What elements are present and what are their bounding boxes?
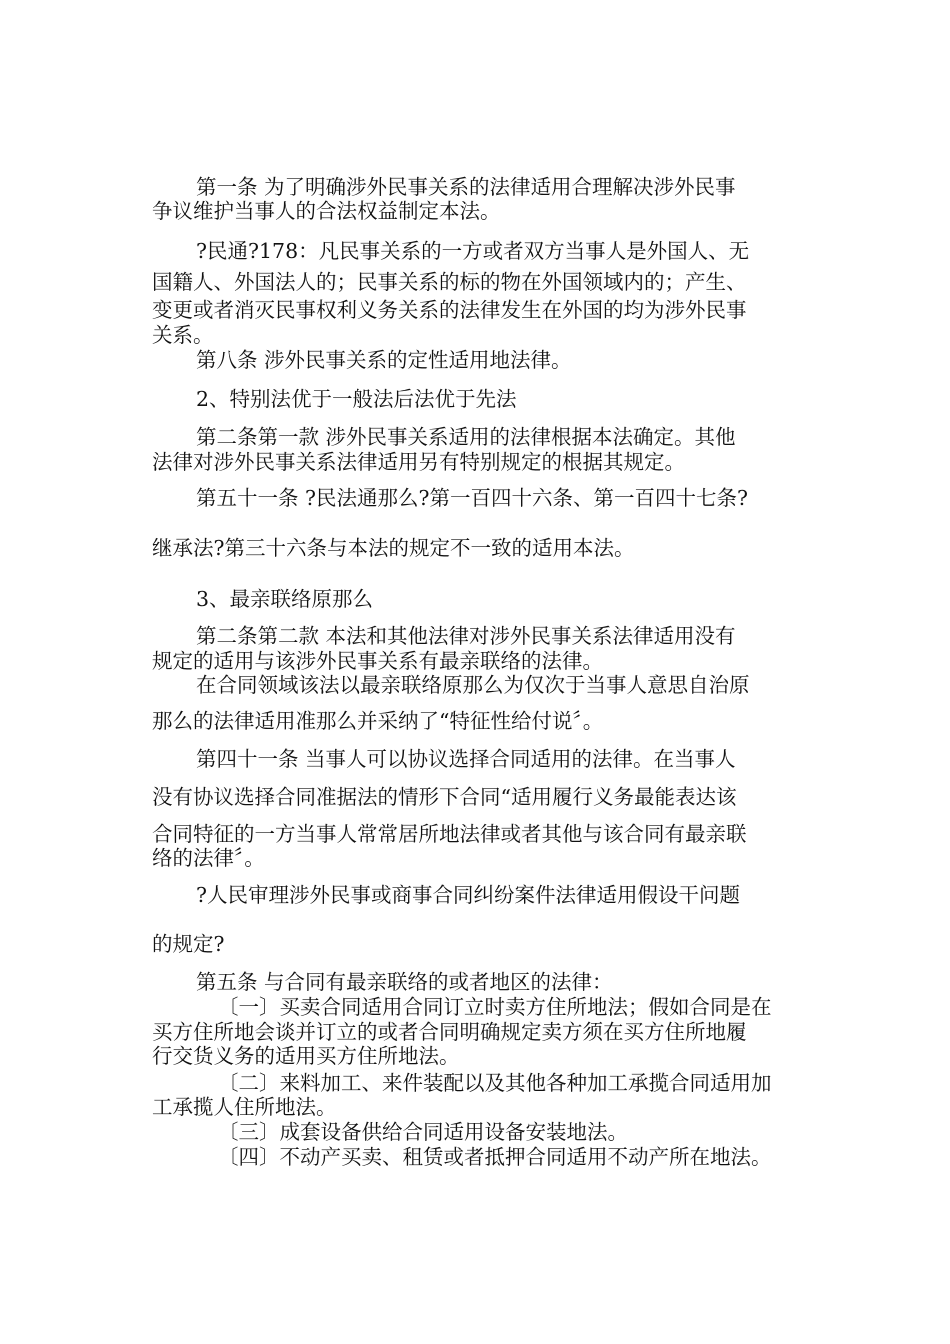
text-line: 第二条第一款 涉外民事关系适用的法律根据本法确定。其他 bbox=[196, 425, 736, 449]
text-line: 〔四〕不动产买卖、租赁或者抵押合同适用不动产所在地法。 bbox=[218, 1145, 772, 1169]
text-line: 法律对涉外民事关系法律适用另有特别规定的根据其规定。 bbox=[152, 450, 685, 474]
text-line: 那么的法律适用准那么并采纳了“特征性给付说〞。 bbox=[152, 709, 604, 733]
text-line: 第五条 与合同有最亲联络的或者地区的法律： bbox=[196, 970, 613, 994]
text-line: 在合同领域该法以最亲联络原那么为仅次于当事人意思自治原 bbox=[196, 673, 750, 697]
text-line: 合同特征的一方当事人常常居所地法律或者其他与该合同有最亲联 bbox=[152, 822, 747, 846]
text-line: 关系。 bbox=[152, 323, 214, 347]
text-line: 第二条第二款 本法和其他法律对涉外民事关系法律适用没有 bbox=[196, 624, 736, 648]
text-line: 第八条 涉外民事关系的定性适用地法律。 bbox=[196, 348, 572, 372]
text-line: 第一条 为了明确涉外民事关系的法律适用合理解决涉外民事 bbox=[196, 175, 736, 199]
text-line: 继承法?第三十六条与本法的规定不一致的适用本法。 bbox=[152, 536, 635, 560]
text-line: 变更或者消灭民事权利义务关系的法律发生在外国的均为涉外民事 bbox=[152, 298, 747, 322]
text-line: ?民通?178：凡民事关系的一方或者双方当事人是外国人、无 bbox=[196, 239, 750, 263]
text-line: 国籍人、外国法人的；民事关系的标的物在外国领域内的；产生、 bbox=[152, 270, 747, 294]
text-line: 工承揽人住所地法。 bbox=[152, 1095, 337, 1119]
text-line: 第五十一条 ?民法通那么?第一百四十六条、第一百四十七条? bbox=[196, 486, 748, 510]
text-line: 规定的适用与该涉外民事关系有最亲联络的法律。 bbox=[152, 649, 603, 673]
text-line: 买方住所地会谈并订立的或者合同明确规定卖方须在买方住所地履 bbox=[152, 1020, 747, 1044]
text-line: 〔三〕成套设备供给合同适用设备安装地法。 bbox=[218, 1120, 628, 1144]
text-line: 行交货义务的适用买方住所地法。 bbox=[152, 1044, 460, 1068]
text-line: 第四十一条 当事人可以协议选择合同适用的法律。在当事人 bbox=[196, 747, 736, 771]
text-line: ?人民审理涉外民事或商事合同纠纷案件法律适用假设干问题 bbox=[196, 883, 740, 907]
section-heading: 2、特别法优于一般法后法优于先法 bbox=[196, 387, 517, 411]
text-line: 〔一〕买卖合同适用合同订立时卖方住所地法；假如合同是在 bbox=[218, 995, 772, 1019]
text-line: 〔二〕来料加工、来件装配以及其他各种加工承揽合同适用加 bbox=[218, 1071, 772, 1095]
text-line: 络的法律〞。 bbox=[152, 846, 265, 870]
text-line: 没有协议选择合同准据法的情形下合同“适用履行义务最能表达该 bbox=[152, 785, 737, 809]
section-heading: 3、最亲联络原那么 bbox=[196, 587, 374, 611]
text-line: 争议维护当事人的合法权益制定本法。 bbox=[152, 199, 501, 223]
text-line: 的规定? bbox=[152, 932, 225, 956]
